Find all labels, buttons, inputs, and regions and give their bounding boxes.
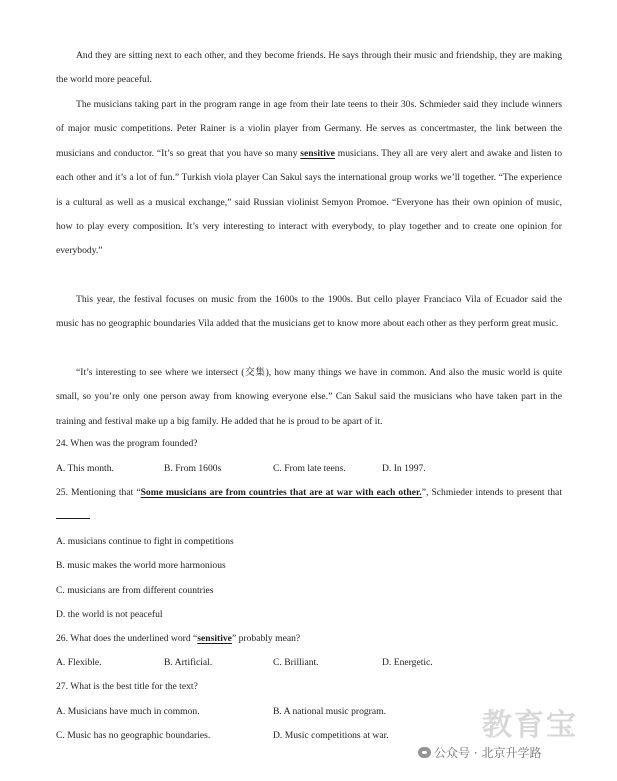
q24-option-b: B. From 1600s [164,463,222,474]
q25-stem-before: 25. Mentioning that “ [56,487,141,498]
q27-option-a: A. Musicians have much in common. [56,706,200,717]
q26-stem-before: 26. What does the underlined word “ [56,633,198,644]
passage-paragraph-4: “It’s interesting to see where we intersect (交集), how many things we have in common. And also the music world is quite small, so you’re only one person away from knowing everyone else.” Can Sakul said the musicians who have taken part in the training and festival make up a big family. He added that he is proud to be apart of it. [56,367,562,427]
passage-paragraph-1: And they are sitting next to each other, and they become friends. He says through their music and friendship, they are making the world more peaceful. [56,50,562,86]
q25-option-b: B. music makes the world more harmonious [56,560,226,571]
wechat-icon [418,747,431,758]
q25-option-a: A. musicians continue to fight in competitions [56,536,234,547]
question-24-stem: 24. When was the program founded? [56,438,198,449]
watermark-logo-text: 教育宝 [482,708,578,743]
q26-option-c: C. Brilliant. [273,657,319,668]
q24-option-d: D. In 1997. [382,463,426,474]
q24-option-c: C. From late teens. [273,463,346,474]
watermark-account-label: 公众号 · 北京升学路 [434,746,542,760]
q24-option-a: A. This month. [56,463,114,474]
passage-paragraph-2 [56,93,562,264]
q26-option-a: A. Flexible. [56,657,102,668]
q25-stem-after: ”, Schmieder intends to present that [421,487,562,498]
p2-text-after: musicians. They all are very alert and awake and listen to each other and it’s a lot of fun.” Turkish viola player Can Sakul says the international group works we’ll together. “The experience is a cultural as well as a musical exchange,” said Russian violinist Semyon Promoe. “Everyone has their own opinion of music, how to play every composition. It’s very interesting to interact with everybody, to play together and to create one opinion for everybody.” [56,147,562,257]
passage-paragraph-3: This year, the festival focuses on music from the 1600s to the 1900s. But cello player Franciaco Vila of Ecuador said the music has no geographic boundaries Vila added that the musicians get to know more about each other as they perform great music. [56,294,562,330]
question-27-stem: 27. What is the best title for the text? [56,681,198,692]
p2-text-before: The musicians taking part in the program range in age from their late teens to their 30s. Schmieder said they include winners of major music competitions. Peter Rainer is a violin player from Germany. He serves as concertmaster, the link between the musicians and conductor. “It’s so great that you have so many [56,99,562,159]
q25-underlined-sentence: Some musicians are from countries that are at war with each other. [140,487,422,498]
q27-option-d: D. Music competitions at war. [273,730,389,741]
question-25-stem [56,481,562,530]
q25-option-d: D. the world is not peaceful [56,609,163,620]
q26-option-b: B. Artificial. [164,657,213,668]
underlined-word-sensitive: sensitive [300,147,335,159]
q27-option-c: C. Music has no geographic boundaries. [56,730,211,741]
watermark-account [418,744,541,761]
q26-option-d: D. Energetic. [382,657,433,668]
answer-blank [56,510,90,519]
q26-underlined-word: sensitive [197,633,232,644]
q27-option-b: B. A national music program. [273,706,386,717]
question-26-stem [56,627,562,651]
q25-option-c: C. musicians are from different countries [56,585,214,596]
q26-stem-after: ” probably mean? [231,633,301,644]
